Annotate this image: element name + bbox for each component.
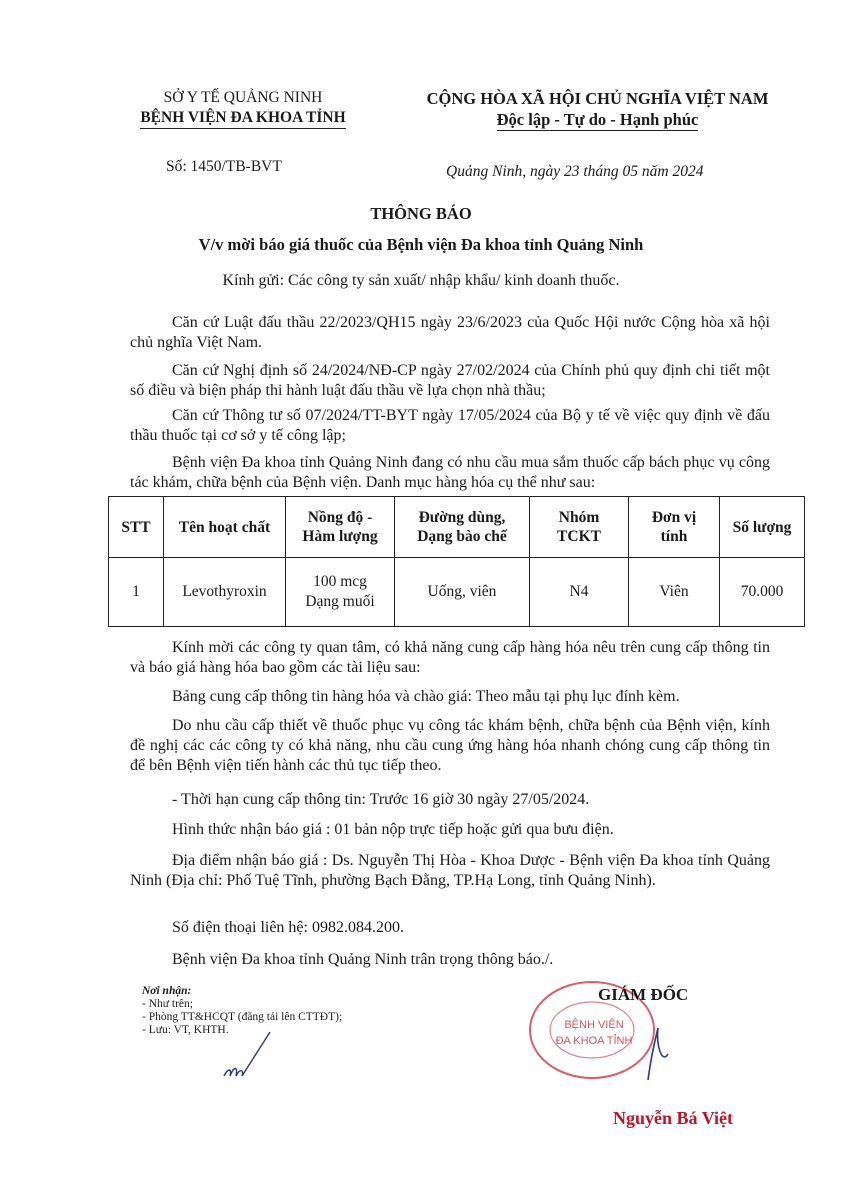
body-paragraph: Bảng cung cấp thông tin hàng hóa và chào giá: Theo mẫu tại phụ lục đính kèm. bbox=[172, 688, 680, 705]
basis-paragraph: Bệnh viện Đa khoa tỉnh Quảng Ninh đang có nhu cầu mua sắm thuốc cấp bách phục vụ công tác khám, chữa bệnh của Bệnh viện. Danh mục hàng hóa cụ thể như sau: bbox=[130, 454, 770, 491]
document-title: THÔNG BÁO bbox=[370, 204, 472, 223]
document-date: Quảng Ninh, ngày 23 tháng 05 năm 2024 bbox=[446, 163, 704, 180]
col-strength: Nồng độ - Hàm lượng bbox=[286, 497, 395, 558]
cell-stt: 1 bbox=[109, 558, 164, 627]
document-number: Số: 1450/TB-BVT bbox=[166, 158, 282, 175]
table-row bbox=[109, 558, 805, 627]
goods-table bbox=[108, 496, 805, 627]
col-group: Nhóm TCKT bbox=[530, 497, 629, 558]
recipient-line: Kính gửi: Các công ty sản xuất/ nhập khẩu/ kinh doanh thuốc. bbox=[222, 272, 620, 289]
cell-group: N4 bbox=[530, 558, 629, 627]
issuing-authority bbox=[118, 88, 368, 129]
country-name: CỘNG HÒA XÃ HỘI CHỦ NGHĨA VIỆT NAM bbox=[426, 89, 769, 108]
col-unit: Đơn vị tính bbox=[629, 497, 720, 558]
cell-strength: 100 mcg Dạng muối bbox=[286, 558, 395, 627]
cell-qty: 70.000 bbox=[720, 558, 805, 627]
table-header-row bbox=[109, 497, 805, 558]
recipient-item: - Lưu: VT, KHTH. bbox=[142, 1024, 229, 1036]
body-paragraph: Do nhu cầu cấp thiết về thuốc phục vụ công tác khám bệnh, chữa bệnh của Bệnh viện, kính đề nghị các các công ty có khả năng, nhu cầu cung ứng hàng hóa nhanh chóng cung cấp thông tin để bên Bệnh viện tiến hành các thủ tục tiếp theo. bbox=[130, 717, 770, 774]
recipient-item: - Như trên; bbox=[142, 998, 193, 1010]
cell-unit: Viên bbox=[629, 558, 720, 627]
basis-paragraph: Căn cứ Thông tư số 07/2024/TT-BYT ngày 17/05/2024 của Bộ y tế về việc quy định về đấu thầu thuốc tại cơ sở y tế công lập; bbox=[130, 407, 770, 444]
cell-route: Uống, viên bbox=[395, 558, 530, 627]
closing-line: Bệnh viện Đa khoa tỉnh Quảng Ninh trân trọng thông báo./. bbox=[172, 951, 554, 968]
initials-mark bbox=[218, 1028, 278, 1082]
stamp-line-2: ĐA KHOA TỈNH bbox=[555, 1035, 633, 1047]
col-route: Đường dùng, Dạng bào chế bbox=[395, 497, 530, 558]
basis-paragraph: Căn cứ Luật đấu thầu 22/2023/QH15 ngày 23/6/2023 của Quốc Hội nước Cộng hòa xã hội chủ nghĩa Việt Nam. bbox=[130, 314, 770, 351]
national-motto: Độc lập - Tự do - Hạnh phúc bbox=[496, 110, 699, 129]
submission-address: Địa điểm nhận báo giá : Ds. Nguyễn Thị Hòa - Khoa Dược - Bệnh viện Đa khoa tỉnh Quảng Ninh (Địa chỉ: Phố Tuệ Tĩnh, phường Bạch Đằng, TP.Hạ Long, tỉnh Quảng Ninh). bbox=[130, 852, 770, 889]
hospital-name: BỆNH VIỆN ĐA KHOA TỈNH bbox=[140, 108, 345, 129]
recipient-item: - Phòng TT&HCQT (đăng tải lên CTTĐT); bbox=[142, 1011, 343, 1023]
cell-name: Levothyroxin bbox=[164, 558, 286, 627]
document-subtitle: V/v mời báo giá thuốc của Bệnh viện Đa khoa tỉnh Quảng Ninh bbox=[198, 235, 644, 254]
recipients-label: Nơi nhận: bbox=[142, 985, 192, 997]
stamp-line-1: BỆNH VIỆN bbox=[564, 1019, 624, 1031]
department-name: SỞ Y TẾ QUẢNG NINH bbox=[163, 89, 323, 106]
handwritten-signature bbox=[628, 1024, 692, 1084]
signatory-role: GIÁM ĐỐC bbox=[598, 985, 689, 1004]
col-stt: STT bbox=[109, 497, 164, 558]
signatory-name: Nguyễn Bá Việt bbox=[613, 1108, 734, 1128]
col-name: Tên hoạt chất bbox=[164, 497, 286, 558]
basis-paragraph: Căn cứ Nghị định số 24/2024/NĐ-CP ngày 27/02/2024 của Chính phủ quy định chi tiết một số điều và biện pháp thi hành luật đấu thầu về lựa chọn nhà thầu; bbox=[130, 362, 770, 399]
col-qty: Số lượng bbox=[720, 497, 805, 558]
deadline-line: - Thời hạn cung cấp thông tin: Trước 16 giờ 30 ngày 27/05/2024. bbox=[172, 791, 590, 808]
body-paragraph: Kính mời các công ty quan tâm, có khả năng cung cấp hàng hóa nêu trên cung cấp thông tin và báo giá hàng hóa bao gồm các tài liệu sau: bbox=[130, 639, 770, 676]
contact-phone: Số điện thoại liên hệ: 0982.084.200. bbox=[172, 919, 404, 936]
submission-method: Hình thức nhận báo giá : 01 bản nộp trực tiếp hoặc gửi qua bưu điện. bbox=[172, 821, 614, 838]
national-heading bbox=[400, 88, 795, 131]
